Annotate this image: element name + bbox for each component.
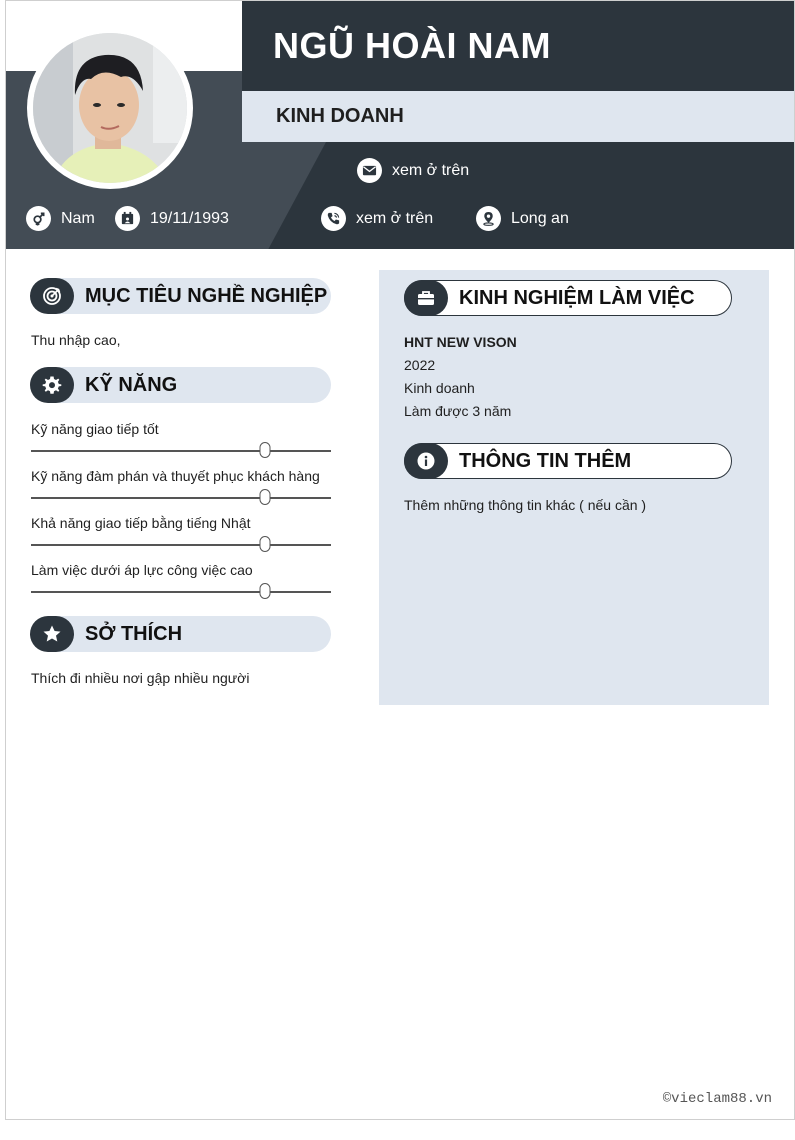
avatar-photo xyxy=(33,33,187,183)
experience-year: 2022 xyxy=(404,357,436,373)
skill-level-knob[interactable] xyxy=(260,442,271,458)
more-info-header xyxy=(404,443,732,479)
address-info xyxy=(476,206,569,231)
gear-icon xyxy=(30,367,74,403)
hobbies-title: SỞ THÍCH xyxy=(85,622,183,645)
skill-bar xyxy=(31,497,331,499)
skill-label: Kỹ năng đàm phán và thuyết phục khách hàng xyxy=(31,468,320,484)
cv-page xyxy=(5,0,795,1120)
gender-info xyxy=(26,206,95,231)
address-value: Long an xyxy=(511,209,569,227)
skill-label: Làm việc dưới áp lực công việc cao xyxy=(31,562,253,578)
skill-bar xyxy=(31,544,331,546)
skills-header xyxy=(31,367,331,403)
birthday-value: 19/11/1993 xyxy=(150,209,229,227)
hobbies-header xyxy=(31,616,331,652)
birthday-info xyxy=(115,206,229,231)
skill-label: Kỹ năng giao tiếp tốt xyxy=(31,421,159,437)
star-icon xyxy=(30,616,74,652)
info-icon xyxy=(404,443,448,479)
phone-value: xem ở trên xyxy=(356,209,434,227)
avatar xyxy=(27,27,193,189)
experience-header xyxy=(404,280,732,316)
email-info xyxy=(357,158,469,183)
gender-icon xyxy=(26,206,51,231)
gender-value: Nam xyxy=(61,209,95,227)
footer-credit: ©vieclam88.vn xyxy=(662,1091,772,1107)
candidate-name: NGŨ HOÀI NAM xyxy=(273,25,551,66)
skill-level-knob[interactable] xyxy=(260,489,271,505)
hobbies-text: Thích đi nhiều nơi gập nhiều người xyxy=(31,670,250,686)
skill-item xyxy=(31,562,331,593)
job-title: KINH DOANH xyxy=(276,105,404,127)
more-info-text: Thêm những thông tin khác ( nếu cần ) xyxy=(404,497,647,513)
skill-level-knob[interactable] xyxy=(260,536,271,552)
skill-item xyxy=(31,515,331,546)
experience-title: KINH NGHIỆM LÀM VIỆC xyxy=(459,286,695,309)
target-icon xyxy=(30,278,74,314)
email-icon xyxy=(357,158,382,183)
location-icon xyxy=(476,206,501,231)
skill-item xyxy=(31,468,331,499)
career-goal-header xyxy=(31,278,331,314)
skill-bar xyxy=(31,450,331,452)
skill-level-knob[interactable] xyxy=(260,583,271,599)
skills-title: KỸ NĂNG xyxy=(85,373,178,396)
career-goal-text: Thu nhập cao, xyxy=(31,332,121,348)
more-info-title: THÔNG TIN THÊM xyxy=(459,449,632,472)
skill-bar xyxy=(31,591,331,593)
experience-description: Làm được 3 năm xyxy=(404,403,512,419)
calendar-icon xyxy=(115,206,140,231)
skill-item xyxy=(31,421,331,452)
career-goal-title: MỤC TIÊU NGHỀ NGHIỆP xyxy=(85,284,328,307)
experience-company: HNT NEW VISON xyxy=(404,334,517,350)
briefcase-icon xyxy=(404,280,448,316)
phone-info xyxy=(321,206,433,231)
email-value: xem ở trên xyxy=(392,161,470,179)
phone-icon xyxy=(321,206,346,231)
experience-position: Kinh doanh xyxy=(404,380,475,396)
skill-label: Khả năng giao tiếp bằng tiếng Nhật xyxy=(31,515,251,531)
